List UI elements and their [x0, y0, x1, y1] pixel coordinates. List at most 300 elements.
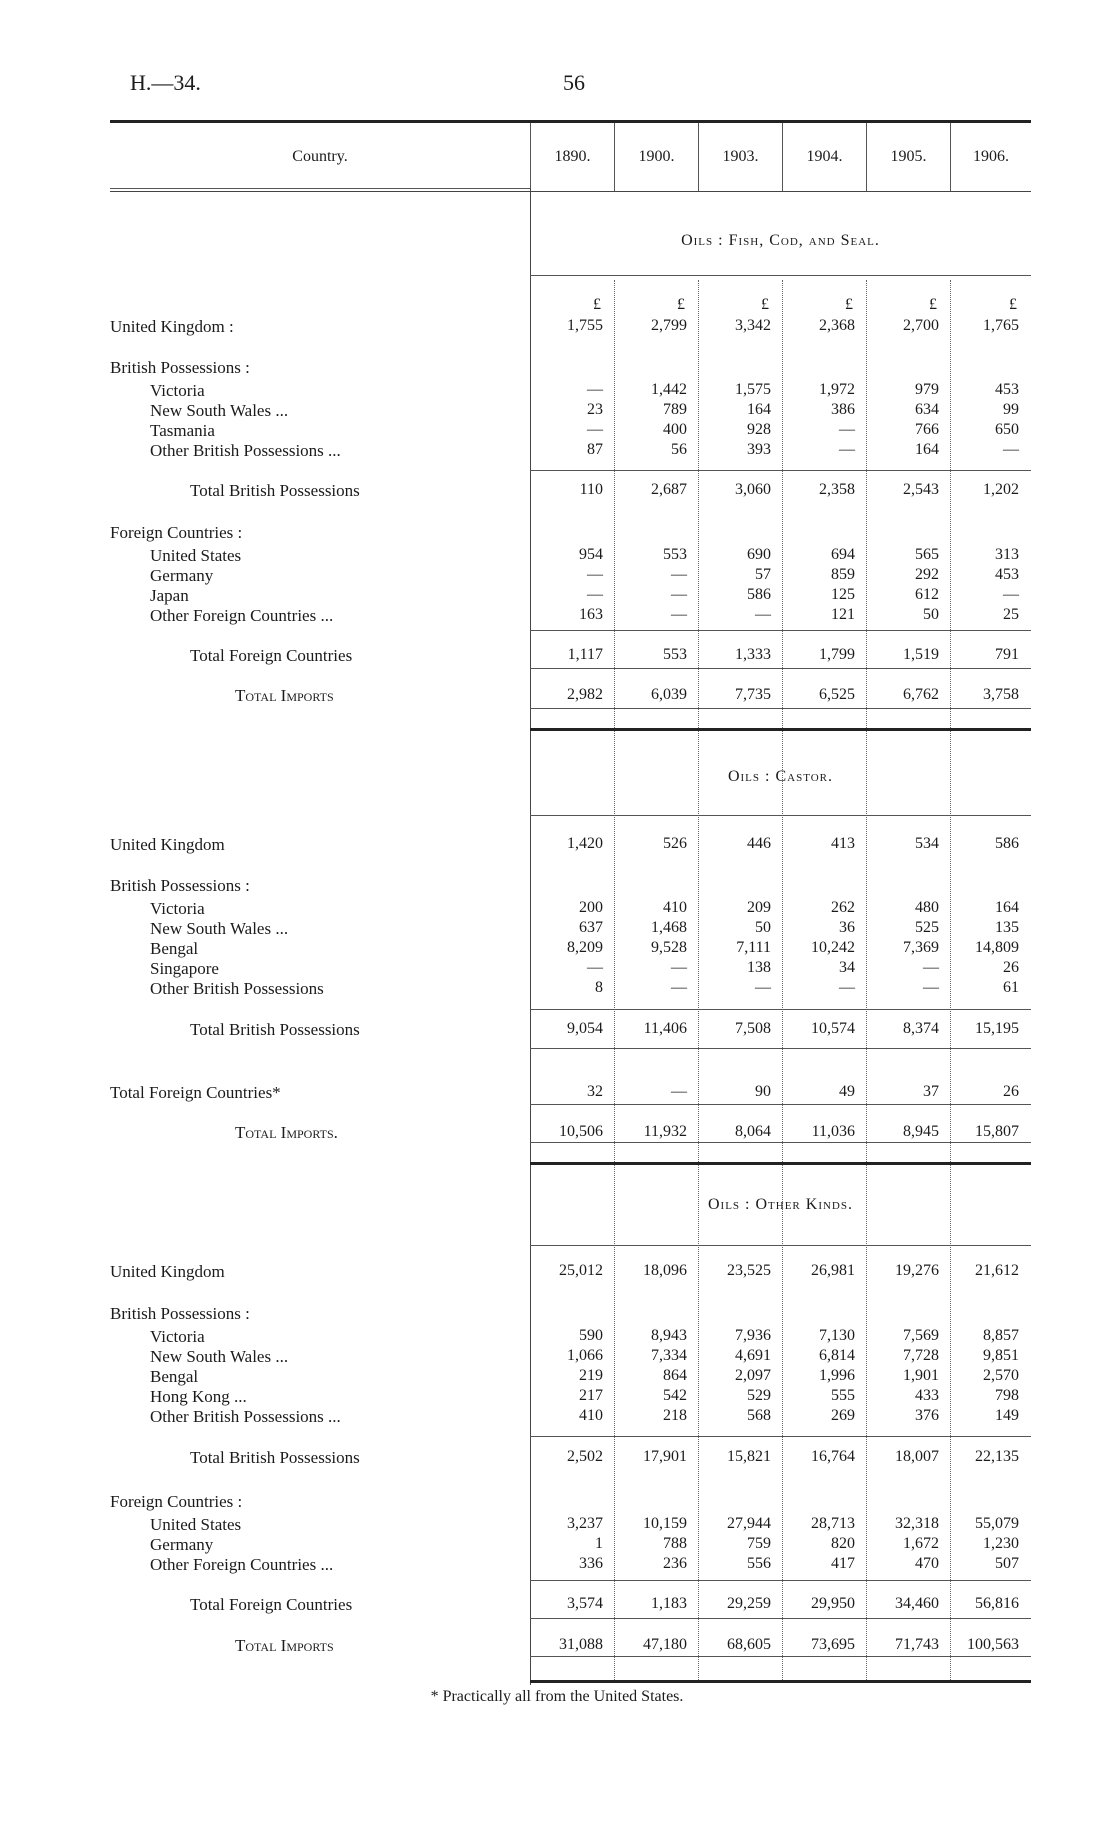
total-rule — [530, 630, 1031, 631]
value-cell: 1,420 — [567, 835, 603, 852]
value-cell: 410 — [579, 1407, 603, 1424]
row-label: New South Wales ... — [150, 1347, 289, 1366]
value-cell: 2,097 — [735, 1367, 771, 1384]
row-label: Other Foreign Countries ... — [150, 606, 334, 625]
table-row — [0, 546, 1114, 566]
value-cell: 7,130 — [819, 1327, 855, 1344]
value-cell: — — [587, 421, 603, 438]
value-cell: 864 — [663, 1367, 687, 1384]
currency-symbol: £ — [929, 296, 937, 313]
section-end-rule — [530, 1162, 1031, 1165]
row-label: Foreign Countries : — [110, 523, 243, 542]
value-cell: 87 — [587, 441, 603, 458]
currency-symbol: £ — [1009, 296, 1017, 313]
currency-symbol: £ — [593, 296, 601, 313]
value-cell: 568 — [747, 1407, 771, 1424]
value-cell: 1,333 — [735, 646, 771, 663]
row-label: Japan — [150, 586, 189, 605]
value-cell: 149 — [995, 1407, 1019, 1424]
value-cell: 8,945 — [903, 1123, 939, 1140]
value-cell: 1,672 — [903, 1535, 939, 1552]
value-cell: 209 — [747, 899, 771, 916]
currency-symbol: £ — [677, 296, 685, 313]
year-header-1904: 1904. — [782, 123, 866, 191]
table-row — [0, 1367, 1114, 1387]
value-cell: 446 — [747, 835, 771, 852]
value-cell: 10,574 — [811, 1020, 855, 1037]
table-row — [0, 899, 1114, 919]
row-label: British Possessions : — [110, 358, 250, 377]
value-cell: — — [671, 979, 687, 996]
table-row — [0, 523, 1114, 543]
table-row — [0, 1083, 1114, 1103]
row-label: United States — [150, 546, 242, 565]
value-cell: 11,406 — [643, 1020, 687, 1037]
row-label: Victoria — [150, 899, 205, 918]
value-cell: 7,111 — [736, 939, 771, 956]
value-cell: 50 — [923, 606, 939, 623]
total-rule — [530, 1048, 1031, 1049]
total-rule — [530, 1656, 1031, 1657]
total-rule — [530, 470, 1031, 471]
value-cell: — — [923, 959, 939, 976]
value-cell: 650 — [995, 421, 1019, 438]
value-cell: 979 — [915, 381, 939, 398]
value-cell: 9,054 — [567, 1020, 603, 1037]
value-cell: 135 — [995, 919, 1019, 936]
value-cell: 553 — [663, 546, 687, 563]
table-row — [0, 401, 1114, 421]
value-cell: 8,374 — [903, 1020, 939, 1037]
row-label: Total Foreign Countries — [190, 1595, 353, 1614]
value-cell: 90 — [755, 1083, 771, 1100]
value-cell: 820 — [831, 1535, 855, 1552]
table-row — [0, 1020, 1114, 1040]
table-row — [0, 979, 1114, 999]
value-cell: 10,506 — [559, 1123, 603, 1140]
value-cell: — — [839, 441, 855, 458]
value-cell: 8,209 — [567, 939, 603, 956]
table-row — [0, 358, 1114, 378]
row-label: New South Wales ... — [150, 919, 289, 938]
value-cell: — — [671, 586, 687, 603]
value-cell: 7,735 — [735, 686, 771, 703]
row-label: Other British Possessions ... — [150, 1407, 341, 1426]
value-cell: 525 — [915, 919, 939, 936]
value-cell: 2,700 — [903, 317, 939, 334]
value-cell: 336 — [579, 1555, 603, 1572]
value-cell: 6,762 — [903, 686, 939, 703]
value-cell: 386 — [831, 401, 855, 418]
value-cell: — — [587, 586, 603, 603]
row-label: United Kingdom : — [110, 317, 234, 336]
value-cell: 14,809 — [975, 939, 1019, 956]
value-cell: 15,807 — [975, 1123, 1019, 1140]
table-row — [0, 1636, 1114, 1656]
value-cell: 928 — [747, 421, 771, 438]
value-cell: 470 — [915, 1555, 939, 1572]
table-row — [0, 959, 1114, 979]
table-row — [0, 1304, 1114, 1324]
row-label: Total Imports — [235, 1636, 334, 1655]
row-label: Germany — [150, 566, 214, 585]
value-cell: 1,202 — [983, 481, 1019, 498]
value-cell: 32,318 — [895, 1515, 939, 1532]
value-cell: 7,508 — [735, 1020, 771, 1037]
value-cell: 565 — [915, 546, 939, 563]
row-label: Total Foreign Countries — [190, 646, 353, 665]
value-cell: 954 — [579, 546, 603, 563]
value-cell: — — [839, 979, 855, 996]
value-cell: 7,369 — [903, 939, 939, 956]
value-cell: 125 — [831, 586, 855, 603]
table-row — [0, 1387, 1114, 1407]
table-row — [0, 586, 1114, 606]
value-cell: 68,605 — [727, 1636, 771, 1653]
table-row — [0, 1123, 1114, 1143]
value-cell: 7,728 — [903, 1347, 939, 1364]
value-cell: 690 — [747, 546, 771, 563]
table-row — [0, 606, 1114, 626]
row-label: Bengal — [150, 939, 199, 958]
value-cell: 49 — [839, 1083, 855, 1100]
value-cell: 138 — [747, 959, 771, 976]
page-reference: H.—34. — [130, 70, 201, 95]
value-cell: 480 — [915, 899, 939, 916]
total-rule — [530, 1104, 1031, 1105]
value-cell: 7,569 — [903, 1327, 939, 1344]
section-title: Oils : Fish, Cod, and Seal. — [681, 232, 880, 249]
value-cell: 526 — [663, 835, 687, 852]
value-cell: 27,944 — [727, 1515, 771, 1532]
year-header-1903: 1903. — [698, 123, 782, 191]
row-label: Total Foreign Countries* — [110, 1083, 281, 1102]
value-cell: 37 — [923, 1083, 939, 1100]
value-cell: 110 — [579, 481, 603, 498]
value-cell: 417 — [831, 1555, 855, 1572]
value-cell: 2,799 — [651, 317, 687, 334]
value-cell: 1,755 — [567, 317, 603, 334]
row-label: Total Imports. — [235, 1123, 338, 1142]
row-label: Total British Possessions — [190, 1020, 360, 1039]
value-cell: 25,012 — [559, 1262, 603, 1279]
value-cell: 56 — [671, 441, 687, 458]
value-cell: 2,982 — [567, 686, 603, 703]
value-cell: 7,334 — [651, 1347, 687, 1364]
section-end-rule — [530, 728, 1031, 731]
value-cell: 55,079 — [975, 1515, 1019, 1532]
section-title-rule — [530, 815, 1031, 816]
value-cell: 586 — [747, 586, 771, 603]
value-cell: 164 — [995, 899, 1019, 916]
table-row — [0, 1555, 1114, 1575]
row-label: Other British Possessions — [150, 979, 324, 998]
value-cell: 590 — [579, 1327, 603, 1344]
currency-symbol: £ — [845, 296, 853, 313]
value-cell: 766 — [915, 421, 939, 438]
value-cell: 10,159 — [643, 1515, 687, 1532]
value-cell: 313 — [995, 546, 1019, 563]
total-rule — [530, 668, 1031, 669]
section-title-rule — [530, 1245, 1031, 1246]
row-label: United States — [150, 1515, 242, 1534]
footnote: * Practically all from the United States. — [430, 1688, 684, 1705]
value-cell: 50 — [755, 919, 771, 936]
row-label: New South Wales ... — [150, 401, 289, 420]
value-cell: 26,981 — [811, 1262, 855, 1279]
value-cell: 9,851 — [983, 1347, 1019, 1364]
value-cell: — — [587, 566, 603, 583]
value-cell: 23 — [587, 401, 603, 418]
value-cell: 219 — [579, 1367, 603, 1384]
value-cell: 11,932 — [643, 1123, 687, 1140]
value-cell: 4,691 — [735, 1347, 771, 1364]
table-row — [0, 1407, 1114, 1427]
section-end-rule — [530, 1680, 1031, 1683]
value-cell: 759 — [747, 1535, 771, 1552]
row-label: Other British Possessions ... — [150, 441, 341, 460]
country-column-header: Country. — [292, 148, 348, 165]
table-row — [0, 686, 1114, 706]
value-cell: 29,259 — [727, 1595, 771, 1612]
table-row — [0, 421, 1114, 441]
value-cell: — — [923, 979, 939, 996]
value-cell: 18,096 — [643, 1262, 687, 1279]
section-title: Oils : Other Kinds. — [708, 1196, 853, 1213]
value-cell: 11,036 — [811, 1123, 855, 1140]
total-rule — [530, 1580, 1031, 1581]
table-row — [0, 1448, 1114, 1468]
value-cell: 7,936 — [735, 1327, 771, 1344]
row-label: Other Foreign Countries ... — [150, 1555, 334, 1574]
page-number: 56 — [563, 70, 585, 95]
row-label: Singapore — [150, 959, 219, 978]
value-cell: 32 — [587, 1083, 603, 1100]
value-cell: 6,814 — [819, 1347, 855, 1364]
value-cell: — — [839, 421, 855, 438]
table-row — [0, 646, 1114, 666]
value-cell: 17,901 — [643, 1448, 687, 1465]
row-label: Bengal — [150, 1367, 199, 1386]
value-cell: 694 — [831, 546, 855, 563]
value-cell: — — [671, 606, 687, 623]
value-cell: 19,276 — [895, 1262, 939, 1279]
value-cell: 1,183 — [651, 1595, 687, 1612]
value-cell: 61 — [1003, 979, 1019, 996]
row-label: United Kingdom — [110, 1262, 225, 1281]
value-cell: 3,237 — [567, 1515, 603, 1532]
value-cell: 798 — [995, 1387, 1019, 1404]
table-row — [0, 1347, 1114, 1367]
table-row — [0, 876, 1114, 896]
row-label: Victoria — [150, 381, 205, 400]
value-cell: — — [671, 1083, 687, 1100]
value-cell: 534 — [915, 835, 939, 852]
value-cell: 1,765 — [983, 317, 1019, 334]
value-cell: 3,060 — [735, 481, 771, 498]
value-cell: 586 — [995, 835, 1019, 852]
value-cell: 507 — [995, 1555, 1019, 1572]
total-rule — [530, 1618, 1031, 1619]
table-row — [0, 1492, 1114, 1512]
value-cell: 433 — [915, 1387, 939, 1404]
value-cell: 262 — [831, 899, 855, 916]
value-cell: — — [755, 606, 771, 623]
year-header-1900: 1900. — [614, 123, 698, 191]
table-row — [0, 1327, 1114, 1347]
value-cell: 31,088 — [559, 1636, 603, 1653]
value-cell: 1,799 — [819, 646, 855, 663]
table-row — [0, 481, 1114, 501]
section-title-rule — [530, 275, 1031, 276]
value-cell: — — [587, 381, 603, 398]
value-cell: 453 — [995, 381, 1019, 398]
value-cell: 28,713 — [811, 1515, 855, 1532]
value-cell: 553 — [663, 646, 687, 663]
value-cell: 47,180 — [643, 1636, 687, 1653]
table-row — [0, 1535, 1114, 1555]
value-cell: 8 — [595, 979, 603, 996]
value-cell: 34,460 — [895, 1595, 939, 1612]
value-cell: — — [1003, 586, 1019, 603]
value-cell: 2,687 — [651, 481, 687, 498]
value-cell: 542 — [663, 1387, 687, 1404]
value-cell: 556 — [747, 1555, 771, 1572]
table-row — [0, 317, 1114, 337]
value-cell: 3,342 — [735, 317, 771, 334]
row-label: Germany — [150, 1535, 214, 1554]
table-row — [0, 1262, 1114, 1282]
table-row — [0, 566, 1114, 586]
value-cell: 637 — [579, 919, 603, 936]
value-cell: 1,901 — [903, 1367, 939, 1384]
value-cell: 36 — [839, 919, 855, 936]
value-cell: 1,230 — [983, 1535, 1019, 1552]
value-cell: 99 — [1003, 401, 1019, 418]
section-title: Oils : Castor. — [727, 768, 834, 785]
value-cell: 634 — [915, 401, 939, 418]
value-cell: 2,368 — [819, 317, 855, 334]
value-cell: — — [587, 959, 603, 976]
value-cell: 100,563 — [967, 1636, 1019, 1653]
table-row — [0, 1595, 1114, 1615]
value-cell: 6,525 — [819, 686, 855, 703]
currency-symbol: £ — [761, 296, 769, 313]
value-cell: 23,525 — [727, 1262, 771, 1279]
value-cell: 269 — [831, 1407, 855, 1424]
value-cell: 218 — [663, 1407, 687, 1424]
page-header — [130, 70, 1050, 100]
value-cell: 57 — [755, 566, 771, 583]
value-cell: 6,039 — [651, 686, 687, 703]
total-rule — [530, 708, 1031, 709]
value-cell: 2,543 — [903, 481, 939, 498]
value-cell: 56,816 — [975, 1595, 1019, 1612]
value-cell: 555 — [831, 1387, 855, 1404]
value-cell: 1,117 — [567, 646, 603, 663]
value-cell: — — [1003, 441, 1019, 458]
value-cell: 400 — [663, 421, 687, 438]
value-cell: 791 — [995, 646, 1019, 663]
value-cell: — — [671, 959, 687, 976]
table-row — [0, 939, 1114, 959]
value-cell: 73,695 — [811, 1636, 855, 1653]
value-cell: 217 — [579, 1387, 603, 1404]
value-cell: 236 — [663, 1555, 687, 1572]
row-label: Foreign Countries : — [110, 1492, 243, 1511]
year-header-1906: 1906. — [950, 123, 1031, 191]
value-cell: 8,943 — [651, 1327, 687, 1344]
row-label: Tasmania — [150, 421, 215, 440]
row-label: United Kingdom — [110, 835, 225, 854]
year-header-1905: 1905. — [866, 123, 950, 191]
value-cell: 292 — [915, 566, 939, 583]
total-rule — [530, 1436, 1031, 1437]
value-cell: 16,764 — [811, 1448, 855, 1465]
year-header-1890: 1890. — [530, 123, 614, 191]
value-cell: 2,570 — [983, 1367, 1019, 1384]
value-cell: 200 — [579, 899, 603, 916]
value-cell: 26 — [1003, 959, 1019, 976]
value-cell: 3,758 — [983, 686, 1019, 703]
table-row — [0, 381, 1114, 401]
table-row — [0, 1515, 1114, 1535]
row-label: Total British Possessions — [190, 1448, 360, 1467]
value-cell: 1,519 — [903, 646, 939, 663]
row-label: Hong Kong ... — [150, 1387, 247, 1406]
value-cell: 1,468 — [651, 919, 687, 936]
row-label: British Possessions : — [110, 876, 250, 895]
table-row — [0, 919, 1114, 939]
value-cell: 34 — [839, 959, 855, 976]
value-cell: 163 — [579, 606, 603, 623]
value-cell: 413 — [831, 835, 855, 852]
value-cell: 164 — [915, 441, 939, 458]
value-cell: 1 — [595, 1535, 603, 1552]
table-row — [0, 835, 1114, 855]
value-cell: 18,007 — [895, 1448, 939, 1465]
value-cell: 1,996 — [819, 1367, 855, 1384]
value-cell: 3,574 — [567, 1595, 603, 1612]
row-label: Total British Possessions — [190, 481, 360, 500]
value-cell: 2,358 — [819, 481, 855, 498]
row-label: British Possessions : — [110, 1304, 250, 1323]
value-cell: 453 — [995, 566, 1019, 583]
value-cell: 8,064 — [735, 1123, 771, 1140]
value-cell: 29,950 — [811, 1595, 855, 1612]
value-cell: 1,442 — [651, 381, 687, 398]
value-cell: 788 — [663, 1535, 687, 1552]
value-cell: 1,972 — [819, 381, 855, 398]
value-cell: — — [671, 566, 687, 583]
value-cell: 71,743 — [895, 1636, 939, 1653]
value-cell: 8,857 — [983, 1327, 1019, 1344]
value-cell: 15,195 — [975, 1020, 1019, 1037]
value-cell: 121 — [831, 606, 855, 623]
value-cell: 25 — [1003, 606, 1019, 623]
value-cell: 2,502 — [567, 1448, 603, 1465]
value-cell: 859 — [831, 566, 855, 583]
value-cell: 1,066 — [567, 1347, 603, 1364]
value-cell: 26 — [1003, 1083, 1019, 1100]
table-header — [110, 120, 1031, 192]
value-cell: 789 — [663, 401, 687, 418]
value-cell: 376 — [915, 1407, 939, 1424]
table-row — [0, 441, 1114, 461]
value-cell: 393 — [747, 441, 771, 458]
value-cell: 10,242 — [811, 939, 855, 956]
value-cell: 15,821 — [727, 1448, 771, 1465]
